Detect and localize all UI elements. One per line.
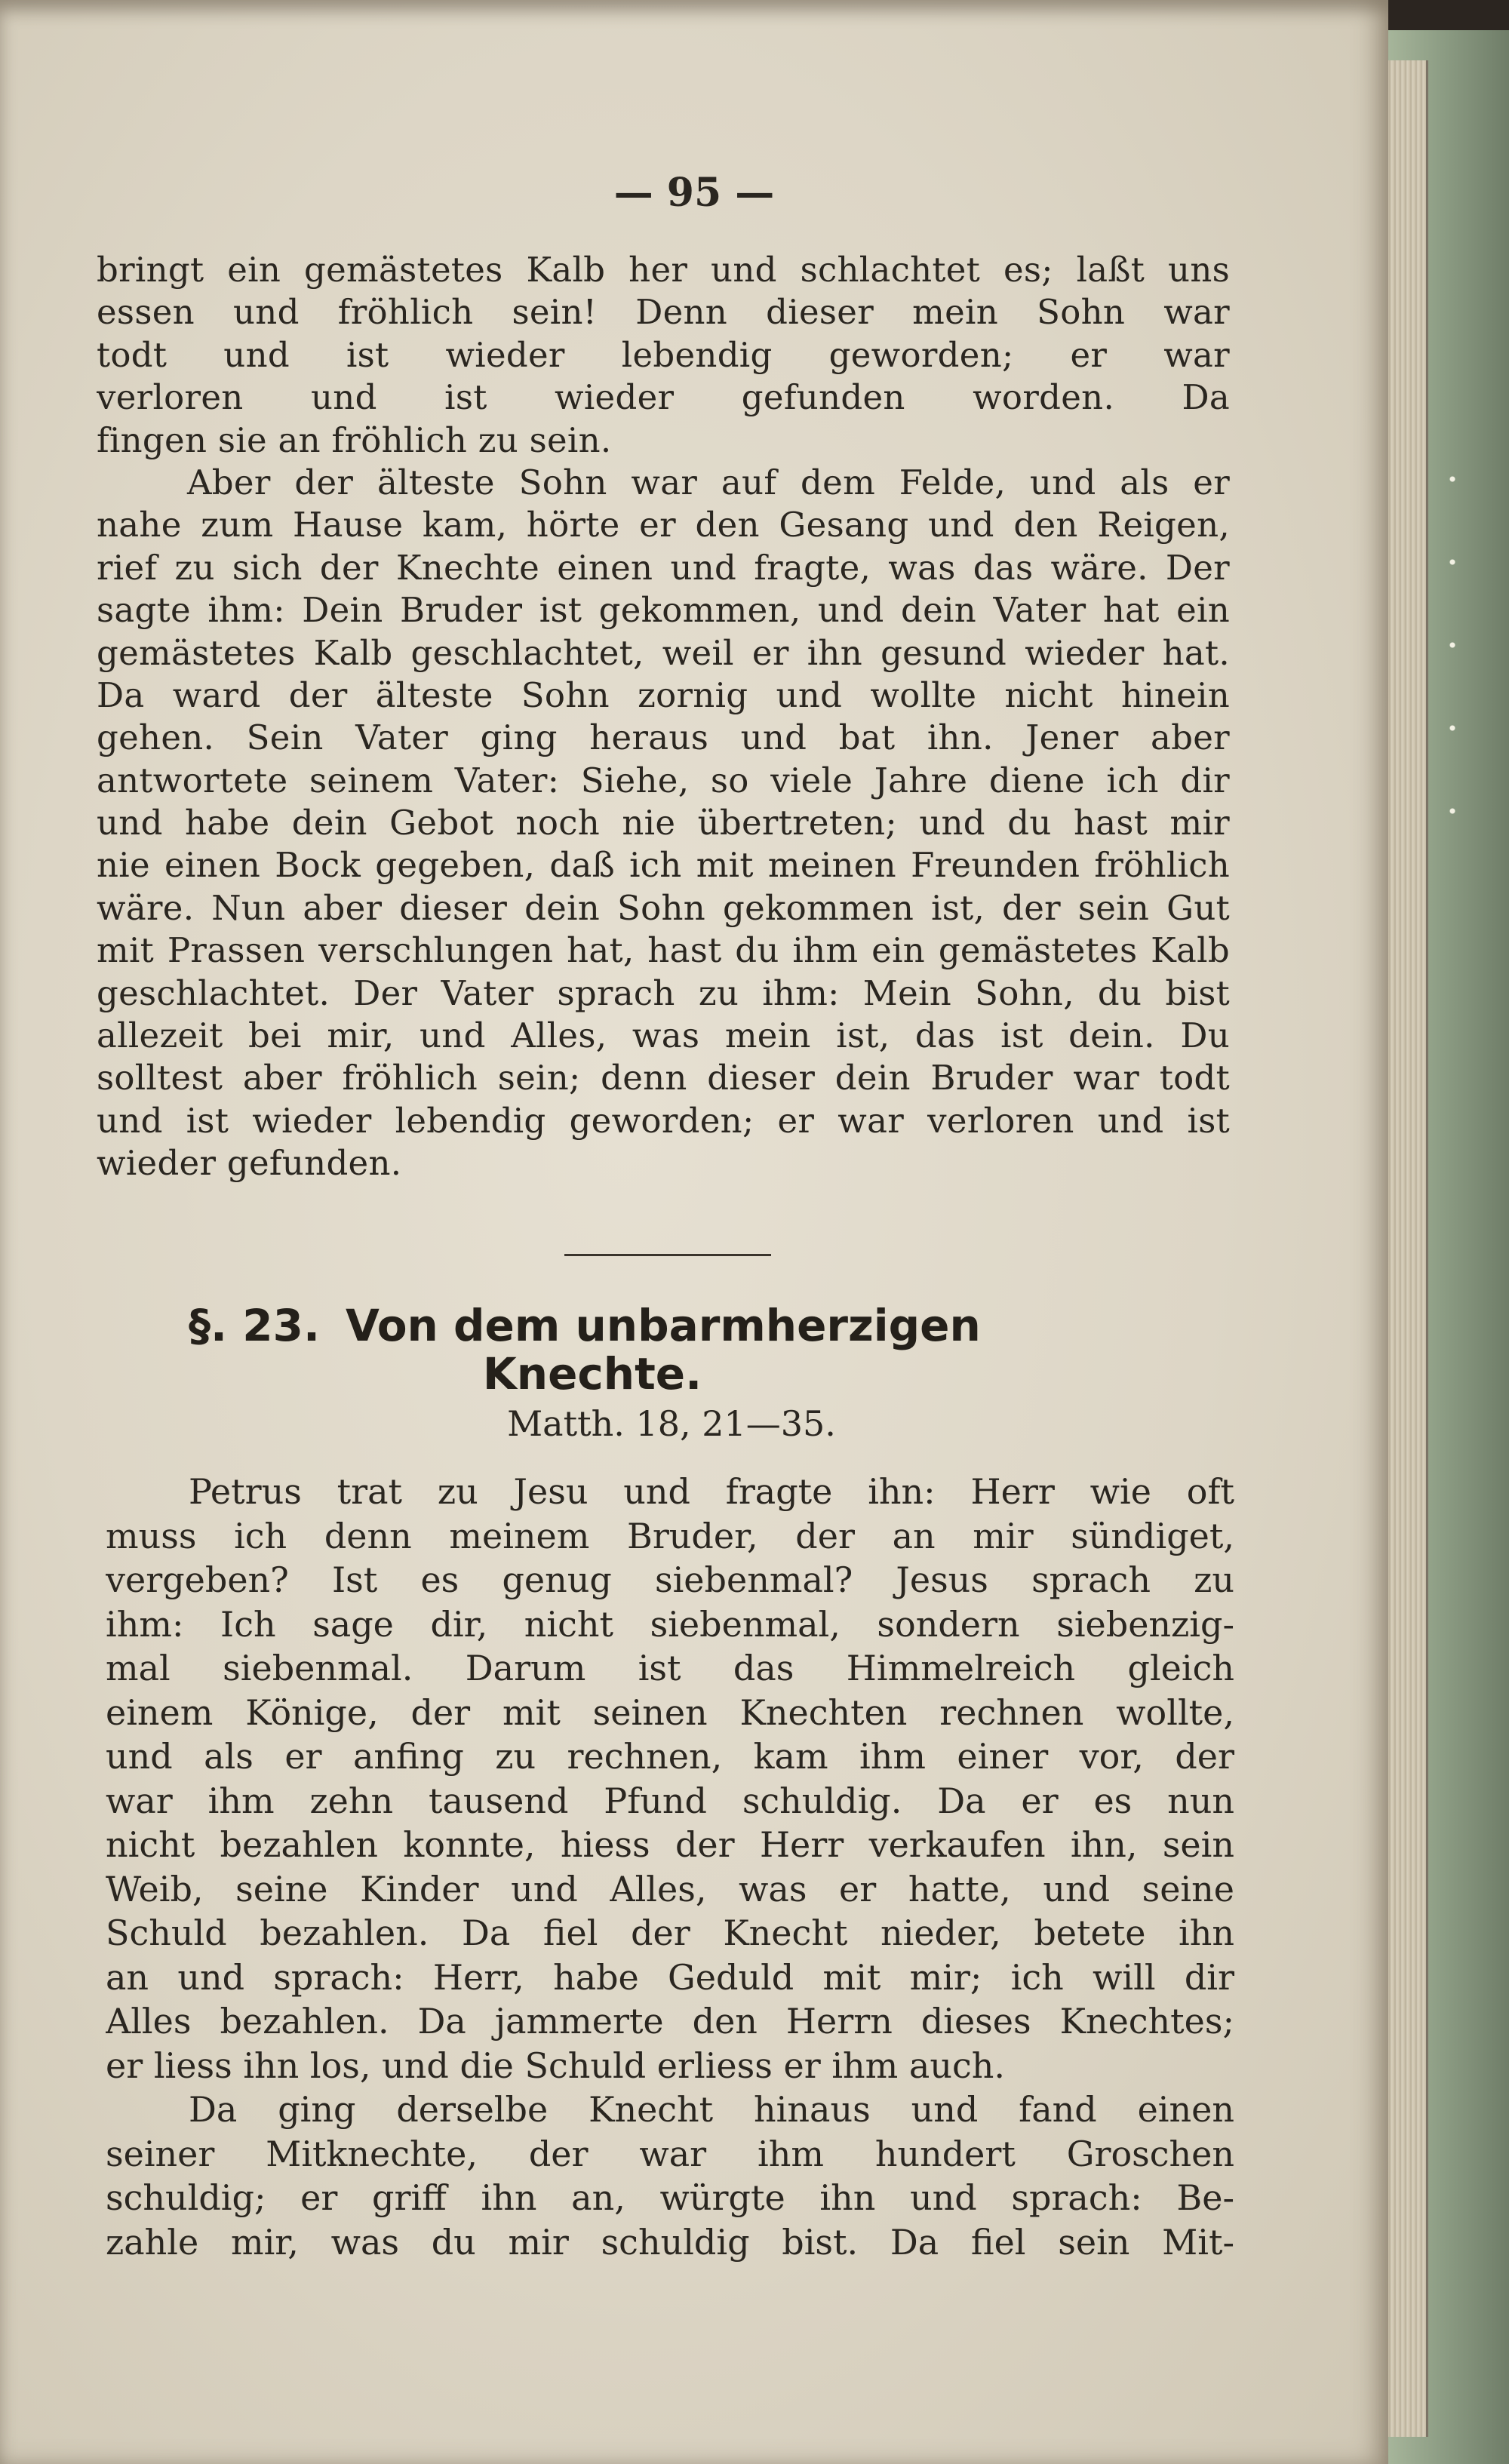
text-line: wäre. Nun aber dieser dein Sohn gekommen ist, der sein Gut: [97, 887, 1230, 928]
text-line: solltest aber fröhlich sein; denn dieser dein Bruder war todt: [97, 1058, 1230, 1098]
text-line: ihm: Ich sage dir, nicht siebenmal, sondern siebenzig-: [106, 1603, 1234, 1645]
text-line: bringt ein gemästetes Kalb her und schlachtet es; laßt uns: [97, 250, 1230, 290]
text-line: seiner Mitknechte, der war ihm hundert Groschen: [106, 2133, 1234, 2174]
text-line: er liess ihn los, und die Schuld erliess er ihm auch.: [106, 2045, 1005, 2086]
gothic-text-block: [97, 249, 1230, 1185]
text-line: an und sprach: Herr, habe Geduld mit mir; ich will dir: [106, 1956, 1234, 1998]
text-line: vergeben? Ist es genug siebenmal? Jesus sprach zu: [106, 1559, 1234, 1600]
text-line: nicht bezahlen konnte, hiess der Herr verkaufen ihn, sein: [106, 1824, 1234, 1865]
text-line: muss ich denn meinem Bruder, der an mir sündiget,: [106, 1515, 1234, 1556]
text-line: und als er anfing zu rechnen, kam ihm einer vor, der: [106, 1736, 1234, 1777]
text-line: Schuld bezahlen. Da fiel der Knecht nieder, betete ihn: [106, 1913, 1234, 1953]
text-line: Da ward der älteste Sohn zornig und wollte nicht hinein: [97, 674, 1230, 715]
section-number: §. 23.: [189, 1300, 320, 1351]
page-number: — 95 —: [613, 170, 775, 216]
text-line: allezeit bei mir, und Alles, was mein ist, das ist dein. Du: [97, 1015, 1230, 1056]
text-line: gemästetes Kalb geschlachtet, weil er ihn gesund wieder hat.: [97, 632, 1230, 673]
text-line: gehen. Sein Vater ging heraus und bat ihn. Jener aber: [97, 717, 1230, 758]
text-line: rief zu sich der Knechte einen und fragte, was das wäre. Der: [97, 547, 1230, 588]
text-line: zahle mir, was du mir schuldig bist. Da fiel sein Mit-: [106, 2221, 1234, 2263]
text-line: schuldig; er griff ihn an, würgte ihn und sprach: Be-: [106, 2177, 1234, 2218]
text-line: Da ging derselbe Knecht hinaus und fand einen: [189, 2089, 1234, 2130]
text-line: essen und fröhlich sein! Denn dieser mein Sohn war: [97, 292, 1230, 333]
text-line: mit Prassen verschlungen hat, hast du ihm ein gemästetes Kalb: [97, 930, 1230, 971]
text-line: fingen sie an fröhlich zu sein.: [97, 419, 612, 460]
text-line: Aber der älteste Sohn war auf dem Felde, und als er: [187, 462, 1230, 502]
cover-pattern: [1441, 438, 1464, 890]
text-line: verloren und ist wieder gefunden worden. Da: [97, 377, 1230, 418]
text-line: sagte ihm: Dein Bruder ist gekommen, und dein Vater hat ein: [97, 590, 1230, 631]
section-title-line2: Knechte.: [482, 1348, 702, 1399]
text-line: wieder gefunden.: [97, 1143, 402, 1184]
text-line: nie einen Bock gegeben, daß ich mit meinen Freunden fröhlich: [97, 845, 1230, 886]
section-heading: [189, 1301, 1139, 1398]
text-line: Weib, seine Kinder und Alles, was er hatte, und seine: [106, 1868, 1234, 1909]
text-line: todt und ist wieder lebendig geworden; er war: [97, 334, 1230, 375]
section-title-line1: Von dem unbarmherzigen: [345, 1300, 981, 1351]
text-line: war ihm zehn tausend Pfund schuldig. Da er es nun: [106, 1780, 1234, 1821]
text-line: und ist wieder lebendig geworden; er war verloren und ist: [97, 1100, 1230, 1141]
text-line: mal siebenmal. Darum ist das Himmelreich gleich: [106, 1648, 1234, 1688]
section-divider: [564, 1254, 771, 1256]
text-line: Alles bezahlen. Da jammerte den Herrn dieses Knechtes;: [106, 2001, 1234, 2042]
roman-text-block: [106, 1470, 1234, 2264]
text-line: geschlachtet. Der Vater sprach zu ihm: Mein Sohn, du bist: [97, 972, 1230, 1013]
text-line: und habe dein Gebot noch nie übertreten; und du hast mir: [97, 803, 1230, 843]
text-line: Petrus trat zu Jesu und fragte ihn: Herr wie oft: [189, 1471, 1234, 1512]
text-line: einem Könige, der mit seinen Knechten rechnen wollte,: [106, 1691, 1234, 1733]
text-line: nahe zum Hause kam, hörte er den Gesang und den Reigen,: [97, 505, 1230, 545]
bible-reference: Matth. 18, 21—35.: [507, 1403, 836, 1444]
text-line: antwortete seinem Vater: Siehe, so viele Jahre diene ich dir: [97, 760, 1230, 800]
